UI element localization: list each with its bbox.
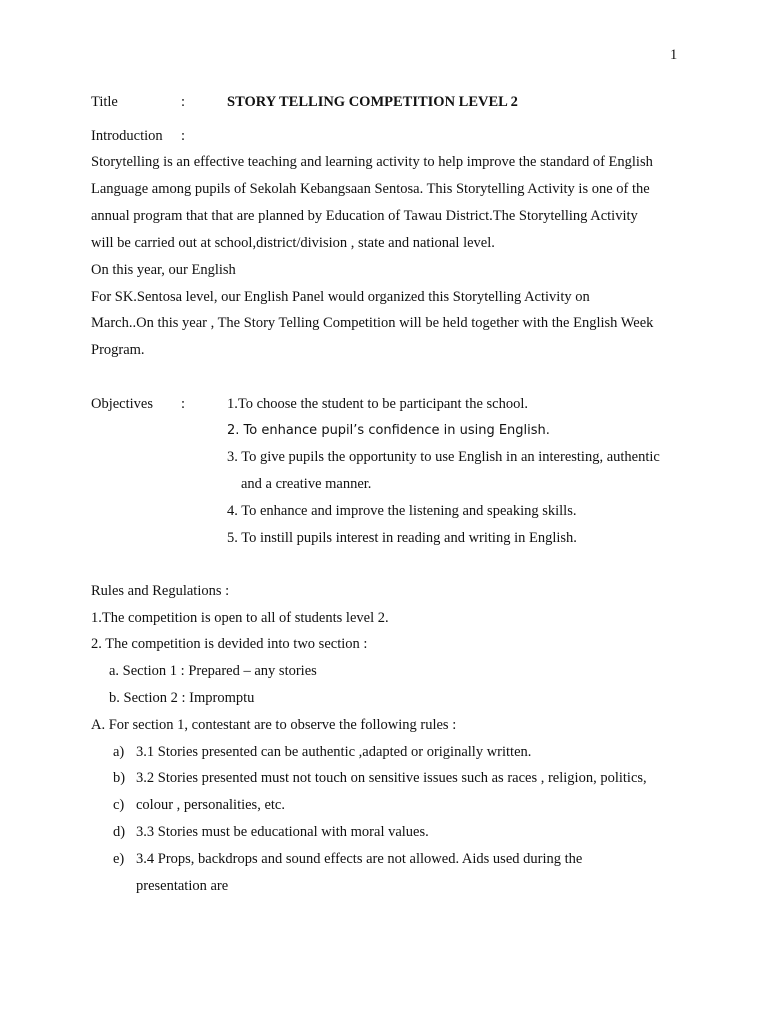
rules-heading: Rules and Regulations : (91, 583, 230, 599)
list-item: 3.3 Stories must be educational with moral values. (136, 824, 429, 840)
document-title: STORY TELLING COMPETITION LEVEL 2 (227, 94, 518, 110)
rules-line: 2. The competition is devided into two section : (91, 636, 368, 652)
introduction-line: will be carried out at school,district/division , state and national level. (91, 235, 495, 251)
objective-item: 3. To give pupils the opportunity to use English in an interesting, authentic (227, 449, 660, 465)
list-marker: c) (113, 797, 125, 813)
introduction-heading: Introduction (91, 128, 163, 144)
list-marker: e) (113, 851, 125, 867)
list-marker: a) (113, 744, 125, 760)
list-marker: b) (113, 770, 126, 786)
title-label: Title (91, 94, 118, 110)
list-marker: d) (113, 824, 126, 840)
introduction-line: On this year, our English (91, 262, 236, 278)
section-item: a. Section 1 : Prepared – any stories (109, 663, 317, 679)
objectives-heading: Objectives (91, 396, 154, 412)
objective-item: 4. To enhance and improve the listening and speaking skills. (227, 503, 577, 519)
objective-item: 2. To enhance pupil’s confidence in using English. (227, 423, 550, 438)
introduction-line: Language among pupils of Sekolah Kebangsaan Sentosa. This Storytelling Activity is one of the (91, 181, 650, 197)
list-item: 3.4 Props, backdrops and sound effects are not allowed. Aids used during the (136, 851, 583, 867)
introduction-line: Storytelling is an effective teaching and learning activity to help improve the standard of English (91, 154, 653, 170)
section1-heading: A. For section 1, contestant are to observe the following rules : (91, 717, 457, 733)
list-item: 3.2 Stories presented must not touch on sensitive issues such as races , religion, politics, (136, 770, 647, 786)
section-item: b. Section 2 : Impromptu (109, 690, 255, 706)
introduction-line: March..On this year , The Story Telling Competition will be held together with the English Week (91, 315, 654, 331)
list-item-continuation: presentation are (136, 878, 229, 894)
introduction-line: For SK.Sentosa level, our English Panel would organized this Storytelling Activity on (91, 289, 590, 305)
title-colon: : (181, 94, 186, 110)
list-item: 3.1 Stories presented can be authentic ,adapted or originally written. (136, 744, 532, 760)
introduction-line: annual program that that are planned by Education of Tawau District.The Storytelling Activity (91, 208, 638, 224)
page-number: 1 (670, 47, 678, 63)
objective-item: 5. To instill pupils interest in reading and writing in English. (227, 530, 577, 546)
introduction-colon: : (181, 128, 186, 144)
introduction-line: Program. (91, 342, 145, 358)
rules-line: 1.The competition is open to all of students level 2. (91, 610, 389, 626)
objectives-colon: : (181, 396, 186, 412)
list-item: colour , personalities, etc. (136, 797, 285, 813)
objective-item: 1.To choose the student to be participant the school. (227, 396, 528, 412)
objective-item: and a creative manner. (241, 476, 372, 492)
